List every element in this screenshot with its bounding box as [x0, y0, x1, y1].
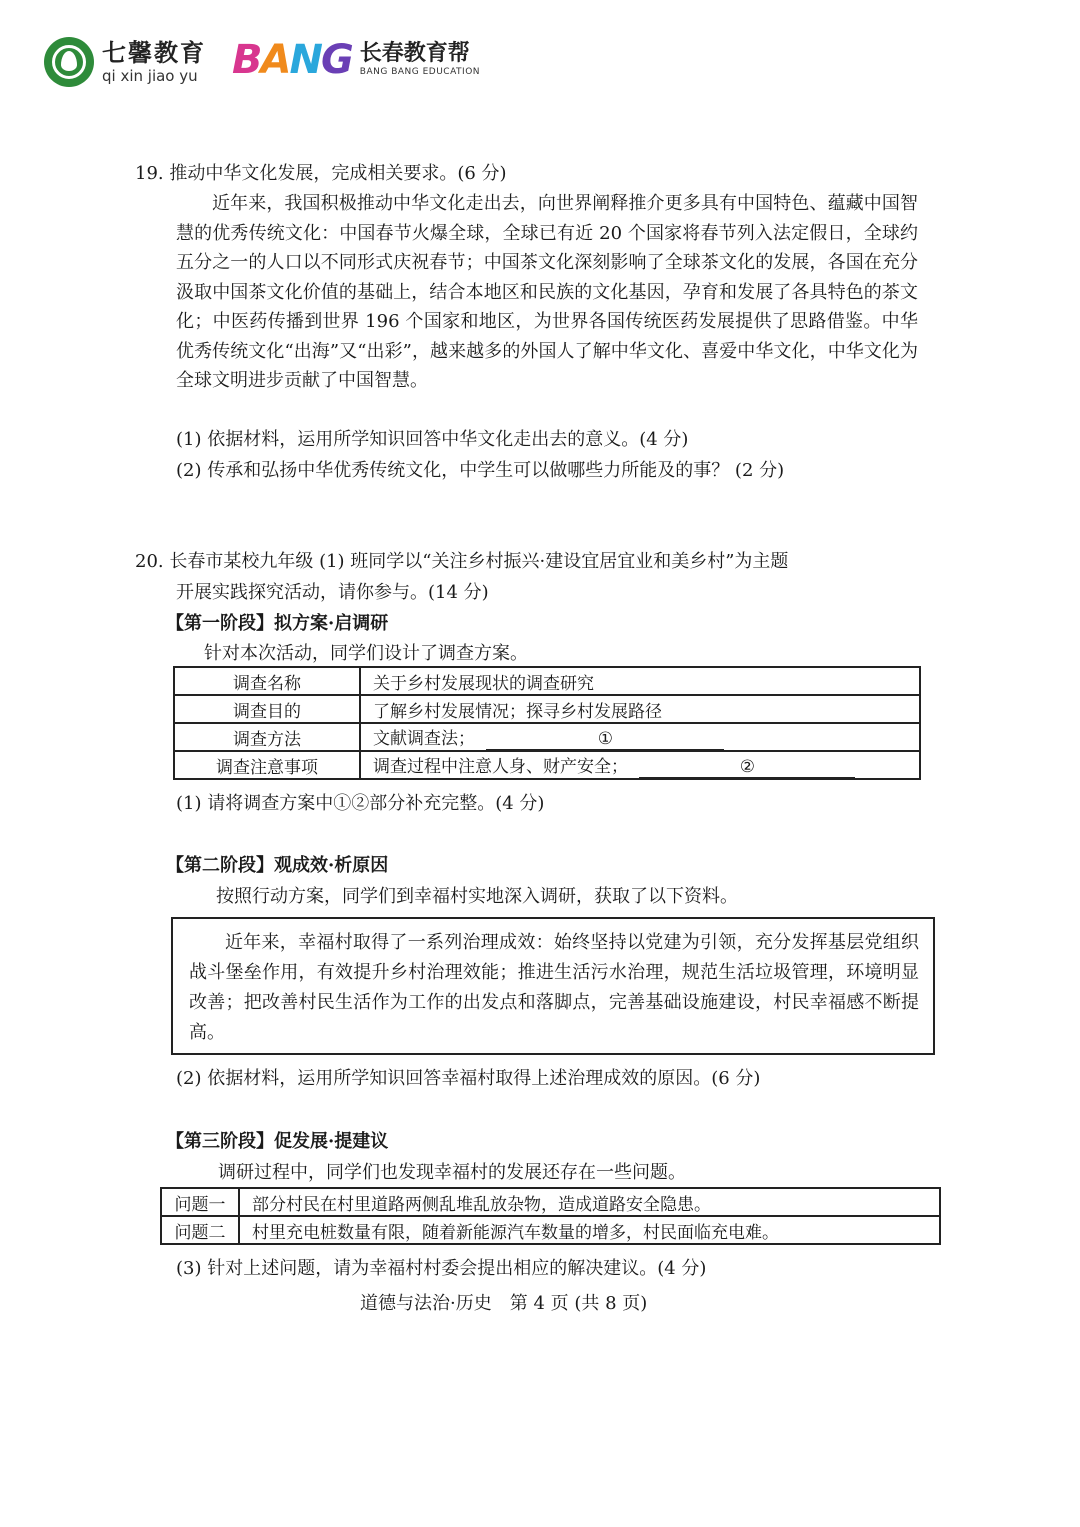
problem-label: 问题二 — [161, 1216, 239, 1244]
table-row — [161, 1216, 940, 1244]
qixin-logo — [44, 36, 206, 88]
q20-sub2: (2) 依据材料，运用所学知识回答幸福村取得上述治理成效的原因。(6 分) — [176, 1068, 761, 1089]
bang-logo-mark: BANG — [232, 37, 352, 83]
q19-title: 19. 推动中华文化发展，完成相关要求。(6 分) — [135, 163, 507, 184]
q20-title-line1: 20. 长春市某校九年级 (1) 班同学以“关注乡村振兴·建设宜居宜业和美乡村”为主题 — [135, 551, 789, 572]
problem-value: 部分村民在村里道路两侧乱堆乱放杂物，造成道路安全隐患。 — [239, 1188, 940, 1216]
problem-value: 村里充电桩数量有限，随着新能源汽车数量的增多，村民面临充电难。 — [239, 1216, 940, 1244]
stage2-material: 近年来，幸福村取得了一系列治理成效：始终坚持以党建为引领，充分发挥基层党组织战斗堡垒作用，有效提升乡村治理效能；推进生活污水治理，规范生活垃圾管理，环境明显改善；把改善村民生活作为工作的出发点和落脚点，完善基础设施建设，村民幸福感不断提高。 — [189, 932, 919, 1043]
qixin-leaf-icon — [44, 37, 94, 87]
table-row — [174, 723, 920, 751]
q19-material: 近年来，我国积极推动中华文化走出去，向世界阐释推介更多具有中国特色、蕴藏中国智慧的优秀传统文化：中国春节火爆全球，全球已有近 20 个国家将春节列入法定假日，全球约五分之一的人口以不同形式庆祝春节；中国茶文化深刻影响了全球茶文化的发展，各国在充分汲取中国茶文化价值的基础上，结合本地区和民族的文化基因，孕育和发展了各具特色的茶文化；中医药传播到世界 196 个国家和地区，为世界各国传统医药发展提供了思路借鉴。中华优秀传统文化“出海”又“出彩”，越来越多的外国人了解中华文化、喜爱中华文化，中华文化为全球文明进步贡献了中国智慧。 — [176, 193, 918, 391]
q20-sub1: (1) 请将调查方案中①②部分补充完整。(4 分) — [176, 793, 545, 814]
problem-label: 问题一 — [161, 1188, 239, 1216]
stage1-intro: 针对本次活动，同学们设计了调查方案。 — [204, 643, 528, 664]
plan-label: 调查方法 — [174, 723, 360, 751]
q19-sub2: (2) 传承和弘扬中华优秀传统文化，中学生可以做哪些力所能及的事？ (2 分) — [176, 460, 785, 481]
problem-table — [160, 1187, 941, 1245]
q20-sub3: (3) 针对上述问题，请为幸福村村委会提出相应的解决建议。(4 分) — [176, 1258, 707, 1279]
table-row — [174, 695, 920, 723]
stage2-label: 【第二阶段】观成效·析原因 — [166, 855, 389, 876]
qixin-logo-pinyin: qi xin jiao yu — [102, 66, 198, 85]
plan-value-cell — [360, 751, 920, 779]
table-row — [174, 667, 920, 695]
table-row — [174, 751, 920, 779]
q19-sub1: (1) 依据材料，运用所学知识回答中华文化走出去的意义。(4 分) — [176, 429, 689, 450]
plan-label: 调查目的 — [174, 695, 360, 723]
qixin-logo-chinese: 七馨教育 — [102, 37, 206, 67]
stage2-material-box — [171, 917, 935, 1055]
plan-table — [173, 666, 921, 780]
plan-value-cell — [360, 723, 920, 751]
plan-label: 调查注意事项 — [174, 751, 360, 779]
plan-value: 关于乡村发展现状的调查研究 — [360, 667, 920, 695]
plan-value: 了解乡村发展情况；探寻乡村发展路径 — [360, 695, 920, 723]
stage3-intro: 调研过程中，同学们也发现幸福村的发展还存在一些问题。 — [218, 1162, 686, 1183]
bang-logo-english: BANG BANG EDUCATION — [359, 67, 481, 77]
answer-blank-2[interactable]: ② — [639, 757, 855, 778]
bang-logo — [232, 38, 480, 82]
q20-title-line2: 开展实践探究活动，请你参与。(14 分) — [176, 582, 489, 603]
bang-logo-chinese: 长春教育帮 — [359, 41, 470, 66]
plan-value: 调查过程中注意人身、财产安全； — [373, 757, 628, 777]
answer-blank-1[interactable]: ① — [486, 729, 724, 750]
plan-label: 调查名称 — [174, 667, 360, 695]
table-row — [161, 1188, 940, 1216]
stage1-label: 【第一阶段】拟方案·启调研 — [166, 613, 389, 634]
stage2-intro: 按照行动方案，同学们到幸福村实地深入调研，获取了以下资料。 — [216, 886, 738, 907]
stage3-label: 【第三阶段】促发展·提建议 — [166, 1131, 389, 1152]
plan-value: 文献调查法； — [373, 729, 475, 749]
page-footer: 道德与法治·历史 第 4 页 (共 8 页) — [360, 1293, 648, 1314]
